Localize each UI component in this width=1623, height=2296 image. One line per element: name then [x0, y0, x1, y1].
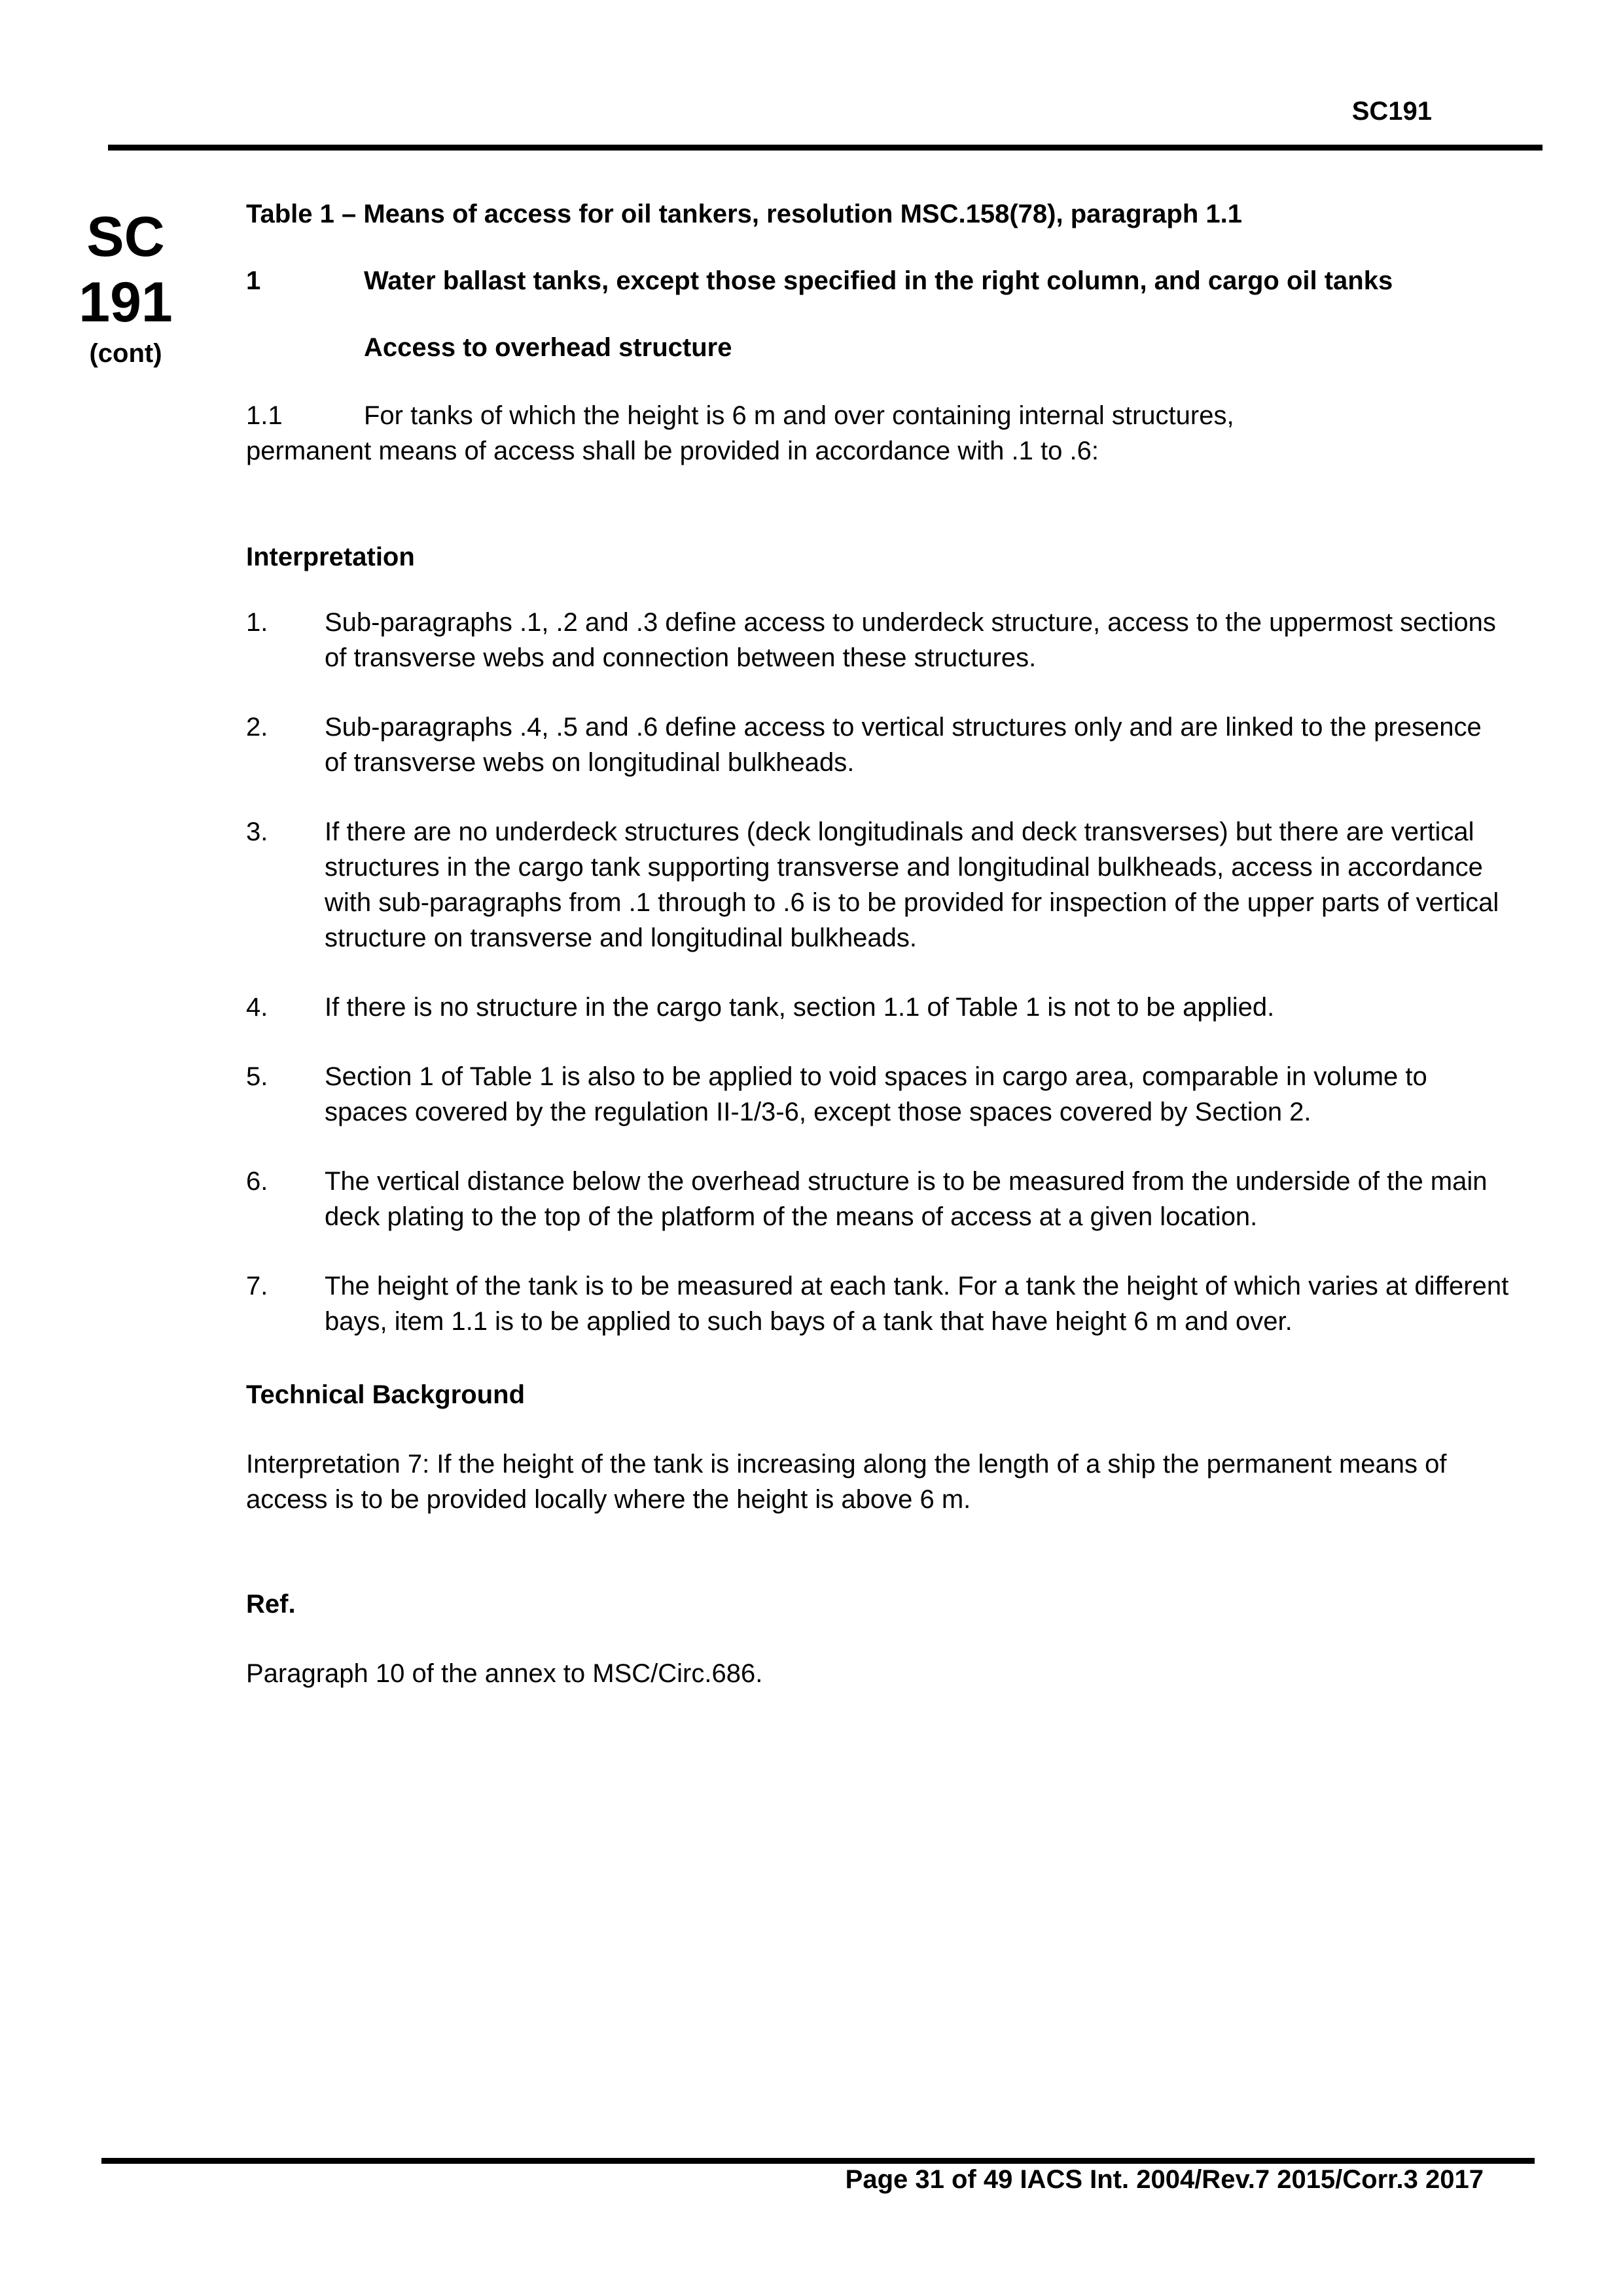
interpretation-item-text: The vertical distance below the overhead structure is to be measured from the underside of the main deck plating to the top of the platform of the means of access at a given location.	[325, 1167, 1488, 1231]
side-tag-number: 191	[79, 271, 173, 334]
paragraph-1-1-rest: permanent means of access shall be provided in accordance with .1 to .6:	[246, 437, 1099, 465]
interpretation-item-text: If there is no structure in the cargo tank, section 1.1 of Table 1 is not to be applied.	[325, 993, 1275, 1022]
table-title: Table 1 – Means of access for oil tankers, resolution MSC.158(78), paragraph 1.1	[246, 200, 1243, 228]
interpretation-item-text: The height of the tank is to be measured at each tank. For a tank the height of which varies at different bays, item 1.1 is to be applied to such bays of a tank that have height 6 m and over.	[325, 1272, 1509, 1336]
interpretation-item-text: If there are no underdeck structures (deck longitudinals and deck transverses) but there are vertical structures in the cargo tank supporting transverse and longitudinal bulkheads, access in accordance with sub-paragraphs from .1 through to .6 is to be provided for inspection of the upper parts of vertical structure on transverse and longitudinal bulkheads.	[325, 817, 1499, 952]
interpretation-item	[246, 990, 1509, 1025]
interpretation-item-number: 7.	[246, 1272, 268, 1300]
interpretation-item	[246, 1164, 1509, 1234]
interpretation-item-number: 4.	[246, 993, 268, 1022]
page-footer: Page 31 of 49 IACS Int. 2004/Rev.7 2015/Corr.3 2017	[845, 2165, 1484, 2194]
side-tag	[73, 204, 178, 372]
technical-background-heading: Technical Background	[246, 1380, 526, 1409]
side-tag-sc: SC	[86, 206, 165, 268]
paragraph-1-1	[246, 398, 1509, 469]
interpretation-item	[246, 709, 1509, 780]
side-tag-cont: (cont)	[89, 339, 162, 368]
interpretation-item-text: Sub-paragraphs .1, .2 and .3 define access to underdeck structure, access to the uppermost sections of transverse webs and connection between these structures.	[325, 608, 1496, 672]
document-id: SC191	[1351, 97, 1432, 126]
access-subheading: Access to overhead structure	[364, 333, 732, 362]
document-body	[246, 196, 1509, 1691]
interpretation-item	[246, 814, 1509, 956]
interpretation-item	[246, 605, 1509, 675]
section-1-title: Water ballast tanks, except those specified in the right column, and cargo oil tanks	[364, 266, 1393, 295]
header-rule	[108, 145, 1543, 151]
footer-rule	[101, 2158, 1535, 2164]
interpretation-item	[246, 1059, 1509, 1130]
interpretation-item-number: 5.	[246, 1062, 268, 1091]
paragraph-1-1-lead: For tanks of which the height is 6 m and over containing internal structures,	[364, 401, 1234, 430]
ref-text: Paragraph 10 of the annex to MSC/Circ.686.	[246, 1659, 763, 1688]
section-1-title-row	[246, 263, 1509, 298]
interpretation-item-text: Section 1 of Table 1 is also to be applied to void spaces in cargo area, comparable in volume to spaces covered by the regulation II-1/3-6, except those spaces covered by Section 2.	[325, 1062, 1427, 1126]
interpretation-item-number: 3.	[246, 817, 268, 846]
interpretation-item-number: 2.	[246, 713, 268, 742]
paragraph-1-1-number: 1.1	[246, 401, 283, 430]
ref-heading: Ref.	[246, 1590, 296, 1619]
interpretation-list	[246, 605, 1509, 1339]
interpretation-item-number: 6.	[246, 1167, 268, 1196]
section-1-number: 1	[246, 266, 261, 295]
interpretation-heading: Interpretation	[246, 543, 415, 571]
interpretation-item-number: 1.	[246, 608, 268, 637]
interpretation-item	[246, 1268, 1509, 1339]
interpretation-item-text: Sub-paragraphs .4, .5 and .6 define access to vertical structures only and are linked to the presence of transverse webs on longitudinal bulkheads.	[325, 713, 1482, 777]
technical-background-text: Interpretation 7: If the height of the tank is increasing along the length of a ship the permanent means of access is to be provided locally where the height is above 6 m.	[246, 1450, 1447, 1514]
